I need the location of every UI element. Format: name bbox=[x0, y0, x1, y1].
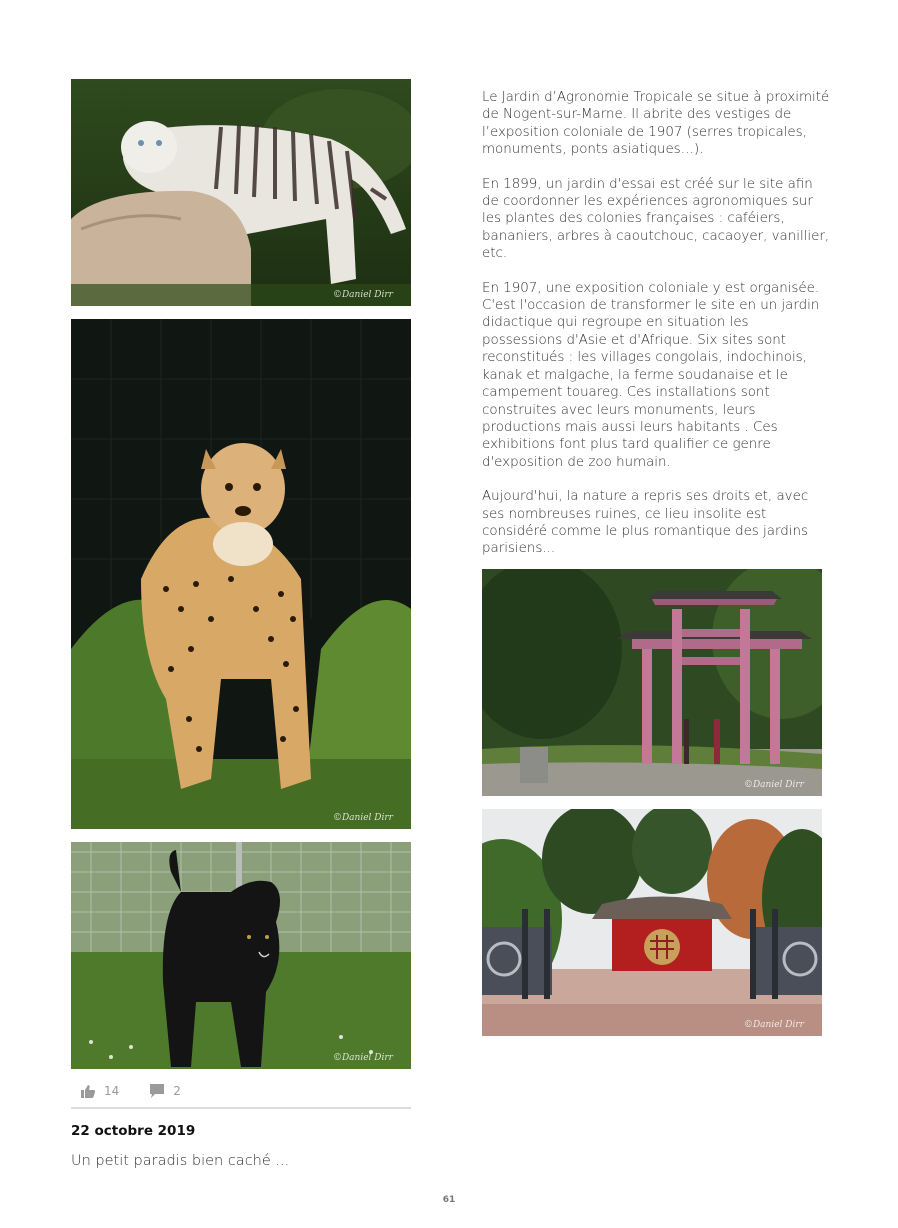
article-paragraph: En 1907, une exposition coloniale y est organisée. C'est l'occasion de transformer le site en un jardin didactique qui regroupe en situation les possessions d'Asie et d'Afrique. Six sites sont reconstitués : les villages congolais, indochinois, kanak et malgache, la ferme soudanaise et le campement touareg. Ces installations sont construites avec leurs monuments, leurs productions mais aussi leurs habitants . Ces exhibitions font plus tard qualifier ce genre d'exposition de zoo humain. bbox=[482, 280, 820, 470]
photo-watermark: ©Daniel Dirr bbox=[332, 290, 393, 300]
photo-watermark: ©Daniel Dirr bbox=[332, 813, 393, 823]
speech-bubble-icon[interactable] bbox=[149, 1083, 165, 1099]
likes-count: 14 bbox=[104, 1084, 120, 1098]
thumbs-up-icon[interactable] bbox=[80, 1083, 96, 1099]
article-paragraph: En 1899, un jardin d'essai est créé sur le site afin de coordonner les expériences agronomiques sur les plantes des colonies françaises : caféiers, bananiers, arbres à caoutchouc, cacaoyer, vanillier, etc. bbox=[482, 176, 830, 262]
post-caption: Un petit paradis bien caché ... bbox=[71, 1153, 290, 1169]
photo-pavilion bbox=[482, 809, 822, 1036]
social-bar bbox=[80, 1082, 181, 1100]
page-number: 61 bbox=[442, 1195, 456, 1205]
photo-cheetah bbox=[71, 319, 411, 829]
photo-watermark: ©Daniel Dirr bbox=[332, 1053, 393, 1063]
photo-watermark: ©Daniel Dirr bbox=[743, 1020, 804, 1030]
article-paragraph: Le Jardin d’Agronomie Tropicale se situe à proximité de Nogent-sur-Marne. Il abrite des vestiges de l’exposition coloniale de 1907 (serres tropicales, monuments, ponts asiatiques…). bbox=[482, 90, 830, 158]
post-date: 22 octobre 2019 bbox=[71, 1123, 196, 1139]
photo-white-tiger bbox=[71, 79, 411, 306]
article-paragraph: Aujourd'hui, la nature a repris ses droits et, avec ses nombreuses ruines, ce lieu insolite est considéré comme le plus romantique des jardins parisiens... bbox=[482, 489, 809, 557]
photo-asian-gate bbox=[482, 569, 822, 796]
article-text bbox=[482, 89, 832, 575]
comments-count: 2 bbox=[173, 1084, 181, 1098]
photo-black-panther bbox=[71, 842, 411, 1069]
divider bbox=[71, 1107, 411, 1109]
photo-watermark: ©Daniel Dirr bbox=[743, 780, 804, 790]
